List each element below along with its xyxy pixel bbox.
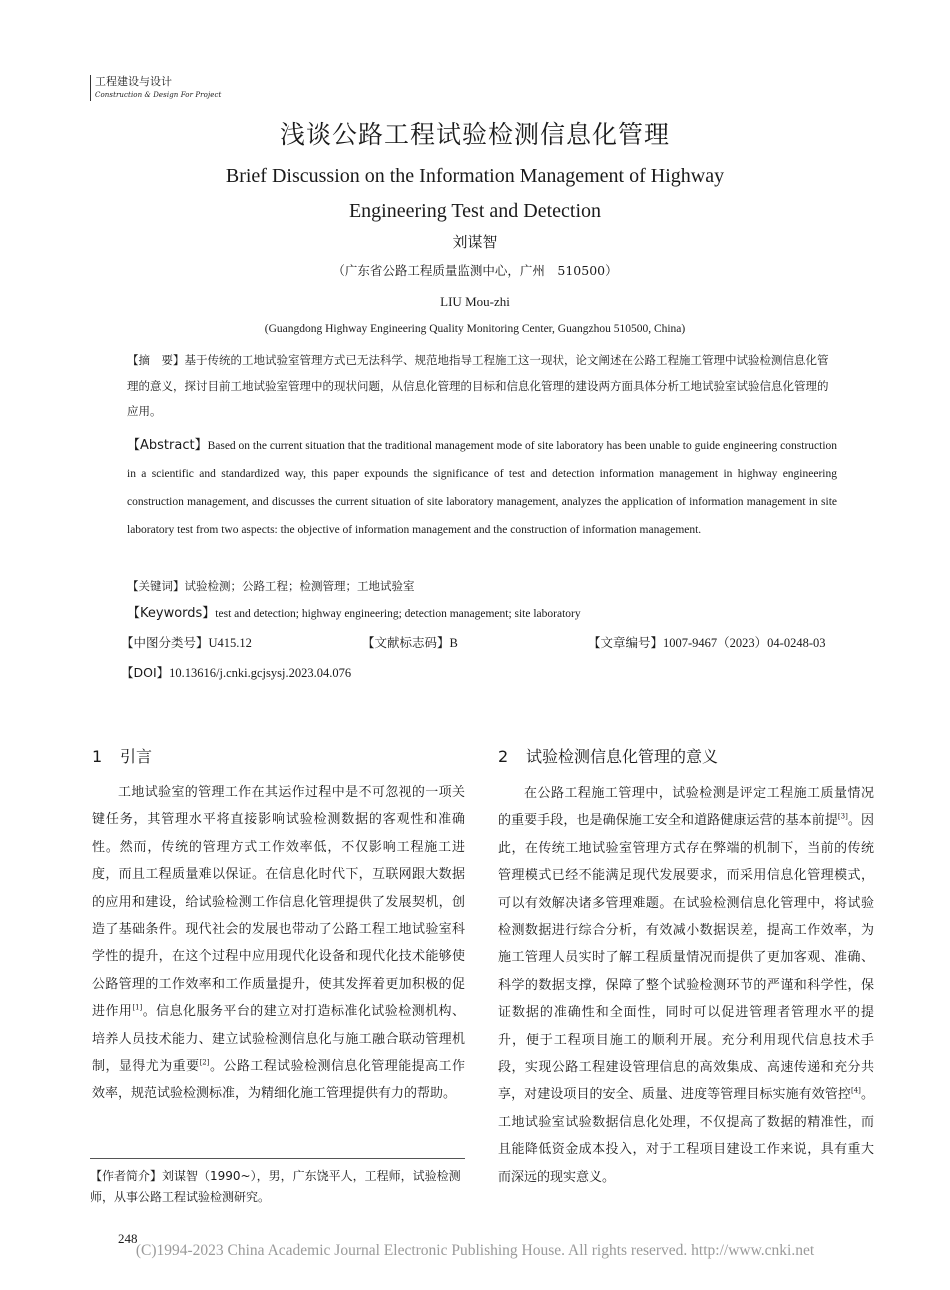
abstract-en bbox=[127, 432, 837, 544]
section-1-title: 引言 bbox=[120, 747, 153, 766]
clc-number bbox=[121, 632, 252, 654]
author-bio-text: 刘谋智（1990~），男，广东饶平人，工程师，试验检测师，从事公路工程试验检测研究。 bbox=[90, 1169, 461, 1204]
affiliation-en: (Guangdong Highway Engineering Quality Monitoring Center, Guangzhou 510500, China) bbox=[264, 323, 686, 335]
keywords-cn-label: 【关键词】 bbox=[127, 579, 185, 593]
citation-3: [3] bbox=[837, 813, 848, 822]
clc-value: U415.12 bbox=[208, 636, 252, 650]
section-2-paragraph bbox=[498, 780, 874, 1191]
author-name-en: LIU Mou-zhi bbox=[440, 294, 510, 309]
keywords-cn bbox=[127, 575, 837, 597]
section-2-text-a: 在公路工程施工管理中，试验检测是评定工程施工质量情况的重要手段，也是确保施工安全和道路健康运营的基本前提 bbox=[498, 786, 874, 829]
article-title-cn: 浅谈公路工程试验检测信息化管理 bbox=[279, 120, 670, 149]
section-2-heading bbox=[498, 745, 718, 769]
abstract-cn-label: 【摘 要】 bbox=[127, 353, 185, 367]
section-1-heading bbox=[92, 745, 152, 769]
abstract-en-text: Based on the current situation that the traditional management mode of site laboratory has been unable to guide engineering construction in a scientific and standardized way, this paper expounds the significance of test and detection information management in highway engineering construction management, and discusses the current situation of site laboratory management, analyzes the application of information management in site laboratory test from two aspects: the objective of information management and the construction of information management. bbox=[127, 440, 838, 536]
author-name-cn: 刘谋智 bbox=[452, 233, 498, 251]
section-2-title: 试验检测信息化管理的意义 bbox=[526, 747, 719, 766]
author-bio-label: 【作者简介】 bbox=[90, 1169, 163, 1183]
section-1-paragraph bbox=[92, 779, 465, 1108]
citation-1: [1] bbox=[132, 1003, 143, 1012]
section-1-number: 1 bbox=[92, 747, 103, 766]
doi-label: 【DOI】 bbox=[121, 665, 170, 680]
article-number bbox=[588, 632, 826, 654]
section-2-number: 2 bbox=[498, 747, 509, 766]
keywords-cn-text: 试验检测；公路工程；检测管理；工地试验室 bbox=[184, 579, 415, 593]
article-number-value: 1007-9467（2023）04-0248-03 bbox=[663, 636, 826, 650]
section-2-text-c: 。工地试验室试验数据信息化处理，不仅提高了数据的精准性，而且能降低资金成本投入，对于工程项目建设工作来说，具有重大而深远的现实意义。 bbox=[498, 1087, 874, 1185]
section-1-text-a: 工地试验室的管理工作在其运作过程中是不可忽视的一项关键任务，其管理水平将直接影响试验检测数据的客观性和准确性。然而，传统的管理方式工作效率低，不仅影响工程施工进度，而且工程质量难以保证。在信息化时代下，互联网跟大数据的应用和建设，给试验检测工作信息化管理提供了发展契机，创造了基础条件。现代社会的发展也带动了公路工程工地试验室科学性的提升，在这个过程中应用现代化设备和现代化技术能够使公路管理的工作效率和工作质量提升，使其发挥着更加积极的促进作用 bbox=[92, 785, 465, 1020]
affiliation-cn: （广东省公路工程质量监测中心，广州 510500） bbox=[332, 263, 618, 278]
abstract-en-label: 【Abstract】 bbox=[127, 438, 208, 453]
copyright-watermark: (C)1994-2023 China Academic Journal Electronic Publishing House. All rights reserved. http://www.cnki.net bbox=[135, 1242, 815, 1259]
keywords-en-label: 【Keywords】 bbox=[127, 606, 216, 621]
journal-name-cn: 工程建设与设计 bbox=[95, 75, 172, 88]
journal-header bbox=[90, 75, 221, 101]
abstract-cn bbox=[127, 348, 837, 425]
document-code bbox=[362, 632, 458, 654]
doi-value: 10.13616/j.cnki.gcjsysj.2023.04.076 bbox=[169, 666, 352, 680]
section-1-text-b: 。信息化服务平台的建立对打造标准化试验检测机构、培养人员技术能力、建立试验检测信息化与施工融合联动管理机制，显得尤为重要 bbox=[92, 1004, 465, 1075]
citation-2: [2] bbox=[199, 1058, 210, 1067]
keywords-en bbox=[127, 603, 837, 625]
section-2-text-b: 。因此，在传统工地试验室管理方式存在弊端的机制下，当前的传统管理模式已经不能满足现代发展要求，而采用信息化管理模式，可以有效解决诸多管理难题。在试验检测信息化管理中，将试验检测数据进行综合分析，有效减小数据误差，提高工作效率，为施工管理人员实时了解工程质量情况而提供了更加客观、准确、科学的数据支撑，保障了整个试验检测环节的严谨和科学性，保证数据的准确性和全面性，同时可以促进管理者管理水平的提升，便于工程项目施工的顺利开展。充分利用现代信息技术手段，实现公路工程建设管理信息的高效集成、高速传递和充分共享，对建设项目的安全、质量、进度等管理目标实施有效管控 bbox=[498, 813, 874, 1103]
citation-4: [4] bbox=[850, 1087, 861, 1096]
page-number: 248 bbox=[118, 1231, 138, 1246]
section-2-body bbox=[498, 780, 874, 1191]
section-1-text-c: 。公路工程试验检测信息化管理能提高工作效率，规范试验检测标准，为精细化施工管理提供有力的帮助。 bbox=[92, 1059, 465, 1102]
document-code-value: B bbox=[449, 636, 458, 650]
clc-label: 【中图分类号】 bbox=[121, 635, 209, 650]
article-title-en-line1: Brief Discussion on the Information Management of Highway bbox=[225, 165, 725, 187]
footnote-divider bbox=[90, 1158, 465, 1159]
section-1-body bbox=[92, 779, 465, 1108]
article-number-label: 【文章编号】 bbox=[588, 635, 664, 650]
article-title-en-line2: Engineering Test and Detection bbox=[348, 200, 602, 222]
journal-name-en: Construction & Design For Project bbox=[95, 91, 222, 99]
author-bio bbox=[90, 1166, 470, 1208]
document-code-label: 【文献标志码】 bbox=[362, 635, 450, 650]
doi bbox=[121, 662, 351, 684]
keywords-en-text: test and detection; highway engineering; detection management; site laboratory bbox=[215, 608, 581, 620]
abstract-cn-text: 基于传统的工地试验室管理方式已无法科学、规范地指导工程施工这一现状，论文阐述在公路工程施工管理中试验检测信息化管理的意义，探讨目前工地试验室管理中的现状问题，从信息化管理的目标和信息化管理的建设两方面具体分析工地试验室试验信息化管理的应用。 bbox=[127, 353, 829, 418]
